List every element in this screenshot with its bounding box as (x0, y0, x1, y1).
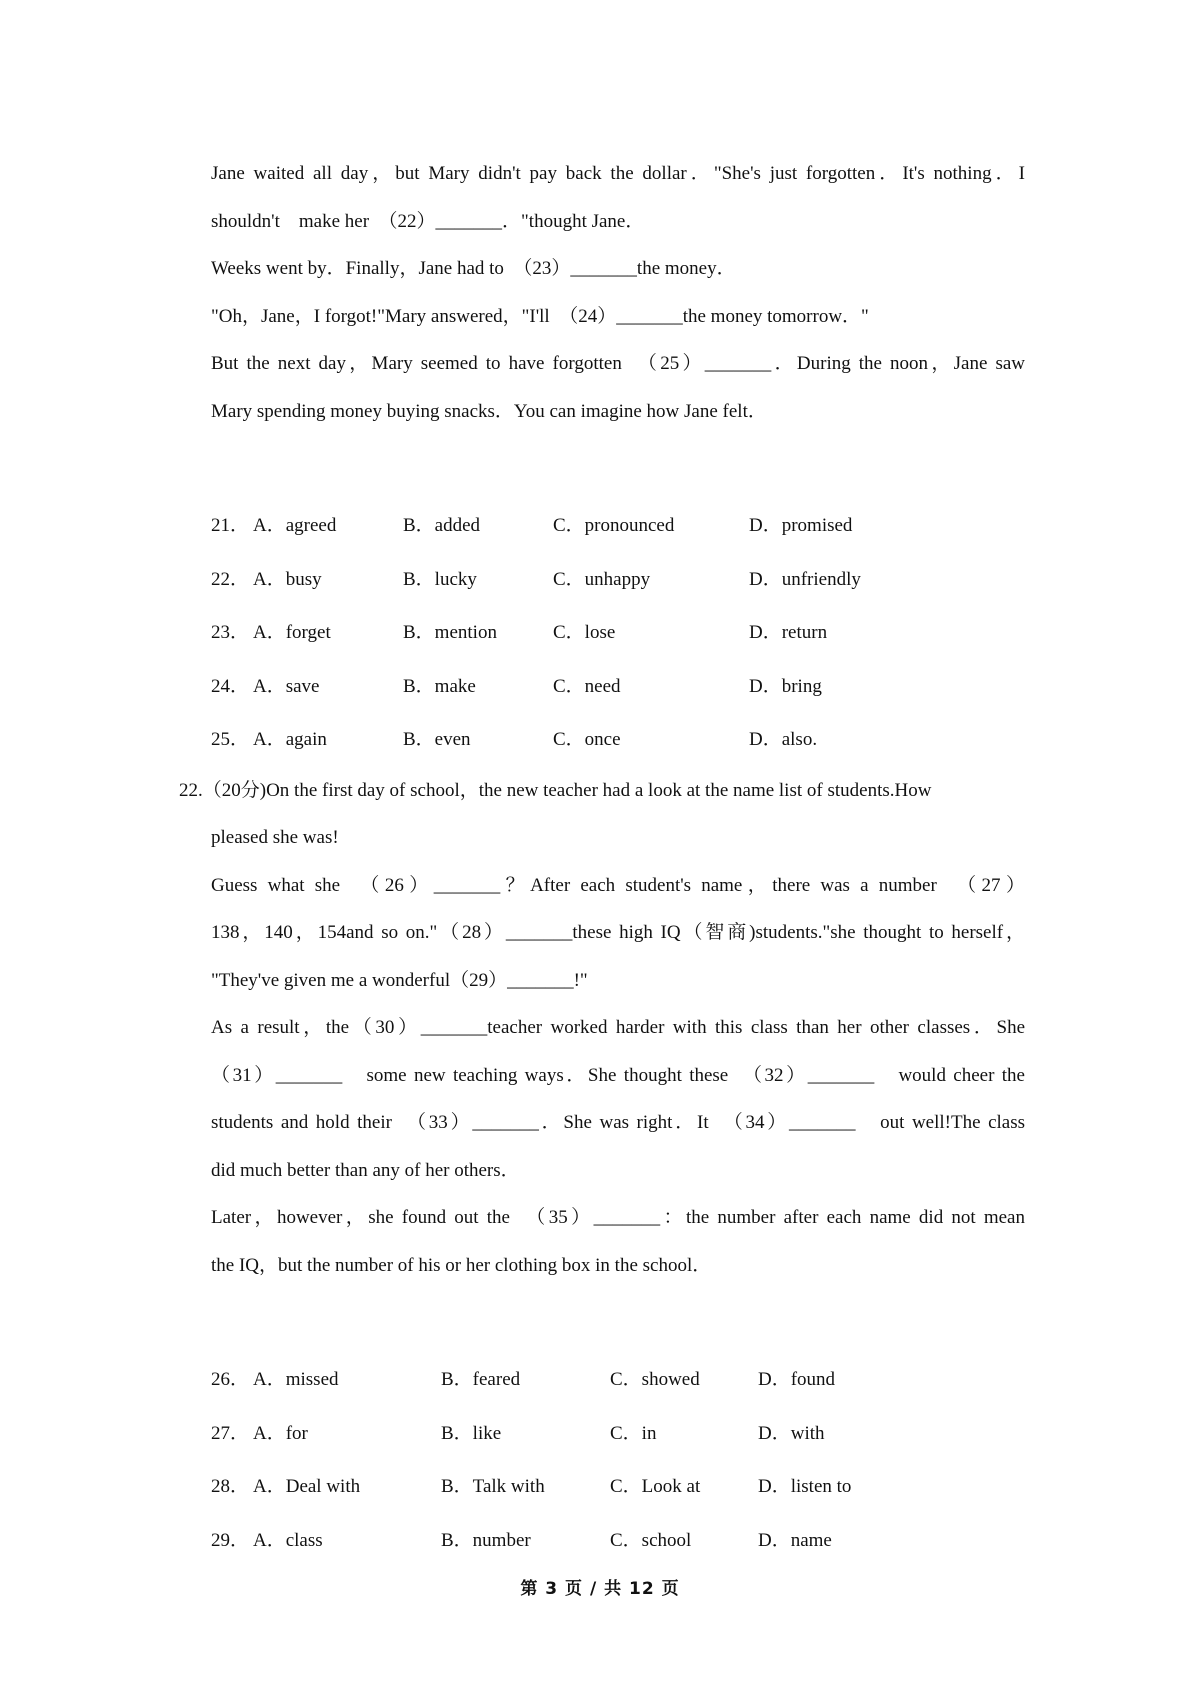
passage-line: did much better than any of her others． (211, 1159, 520, 1181)
option-a: A．busy (253, 568, 322, 590)
passage-line: the IQ，but the number of his or her clothing box in the school． (211, 1254, 712, 1276)
option-row (211, 713, 1025, 767)
option-a: A．for (253, 1422, 308, 1444)
passage-line: students and hold their （33）_______．She was right．It （34）_______ out well!The class (211, 1112, 1025, 1133)
passage-line: Guess what she （26）_______？After each student's name，there was a number （27） (211, 874, 1025, 896)
option-b: B．make (403, 675, 476, 697)
option-c: C．unhappy (553, 568, 651, 590)
option-row (211, 1353, 1025, 1407)
option-d: D．also. (749, 729, 818, 750)
option-d: D．listen to (758, 1476, 852, 1497)
option-b: B．like (441, 1422, 502, 1444)
option-row (211, 499, 1025, 553)
option-c: C．Look at (610, 1476, 701, 1497)
question-number: 24． (211, 675, 250, 697)
option-row (211, 1460, 1025, 1514)
option-d: D．name (758, 1529, 832, 1551)
option-c: C．lose (553, 622, 616, 643)
option-c: C．pronounced (553, 515, 675, 536)
option-d: D．return (749, 622, 828, 643)
option-row (211, 660, 1025, 714)
question-number: 29． (211, 1529, 250, 1551)
option-a: A．save (253, 675, 320, 697)
option-a: A．agreed (253, 515, 337, 536)
passage-line: Mary spending money buying snacks．You can imagine how Jane felt． (211, 400, 767, 422)
option-d: D．unfriendly (749, 568, 861, 590)
passage-line: （31）_______ some new teaching ways．She thought these （32）_______ would cheer the (211, 1064, 1025, 1086)
passage-line: Jane waited all day，but Mary didn't pay back the dollar．"She's just forgotten．It's nothing．I (211, 163, 1025, 184)
option-a: A．again (253, 729, 327, 750)
passage-line: "Oh，Jane，I forgot!"Mary answered，"I'll （24）_______the money tomorrow．" (211, 305, 869, 327)
option-b: B．number (441, 1529, 531, 1551)
option-c: C．in (610, 1422, 657, 1444)
option-a: A．forget (253, 622, 331, 643)
passage-line: As a result，the（30）_______teacher worked harder with this class than her other classes．She (211, 1017, 1025, 1038)
spacer (211, 1289, 1025, 1353)
option-a: A．Deal with (253, 1476, 361, 1497)
options-block-2 (211, 1353, 1025, 1567)
passage-line: Later，however，she found out the （35）_______：the number after each name did not mean (211, 1207, 1025, 1228)
passage-line: pleased she was! (211, 827, 339, 848)
option-b: B．even (403, 729, 471, 750)
option-c: C．school (610, 1529, 692, 1551)
question-heading: 22.（20分)On the first day of school，the new teacher had a look at the name list of students.How (179, 779, 932, 801)
option-d: D．bring (749, 675, 822, 697)
question-number: 28． (211, 1476, 250, 1497)
option-b: B．lucky (403, 568, 477, 590)
option-a: A．missed (253, 1369, 339, 1390)
spacer (211, 435, 1025, 499)
option-b: B．added (403, 515, 481, 536)
option-c: C．once (553, 729, 621, 750)
passage-line: 138，140，154and so on."（28）_______these high IQ（智商)students."she thought to herself， (211, 922, 1025, 943)
option-b: B．mention (403, 622, 497, 643)
question-number: 21． (211, 515, 250, 536)
option-d: D．promised (749, 515, 853, 536)
passage-1 (211, 150, 1025, 435)
passage-line: "They've given me a wonderful（29）_______!" (211, 969, 588, 991)
passage-line: shouldn't make her （22）_______．"thought Jane． (211, 210, 645, 232)
option-row (211, 606, 1025, 660)
option-row (211, 553, 1025, 607)
option-c: C．need (553, 675, 621, 697)
option-d: D．with (758, 1422, 825, 1444)
question-22 (179, 767, 1025, 1290)
option-d: D．found (758, 1369, 836, 1390)
option-c: C．showed (610, 1369, 700, 1390)
question-number: 22． (211, 568, 250, 590)
question-number: 23． (211, 622, 250, 643)
question-number: 25． (211, 729, 250, 750)
option-row (211, 1407, 1025, 1461)
option-row (211, 1514, 1025, 1568)
page-content (179, 150, 1025, 1567)
page-footer: 第 3 页 / 共 12 页 (520, 1579, 680, 1599)
option-b: B．Talk with (441, 1476, 545, 1497)
passage-line: But the next day，Mary seemed to have forgotten （25）_______．During the noon，Jane saw (211, 353, 1025, 374)
options-block-1 (211, 499, 1025, 767)
option-a: A．class (253, 1529, 323, 1551)
question-number: 26． (211, 1369, 250, 1390)
passage-line: Weeks went by．Finally，Jane had to （23）_______the money． (211, 258, 736, 279)
question-number: 27． (211, 1422, 250, 1444)
option-b: B．feared (441, 1369, 521, 1390)
